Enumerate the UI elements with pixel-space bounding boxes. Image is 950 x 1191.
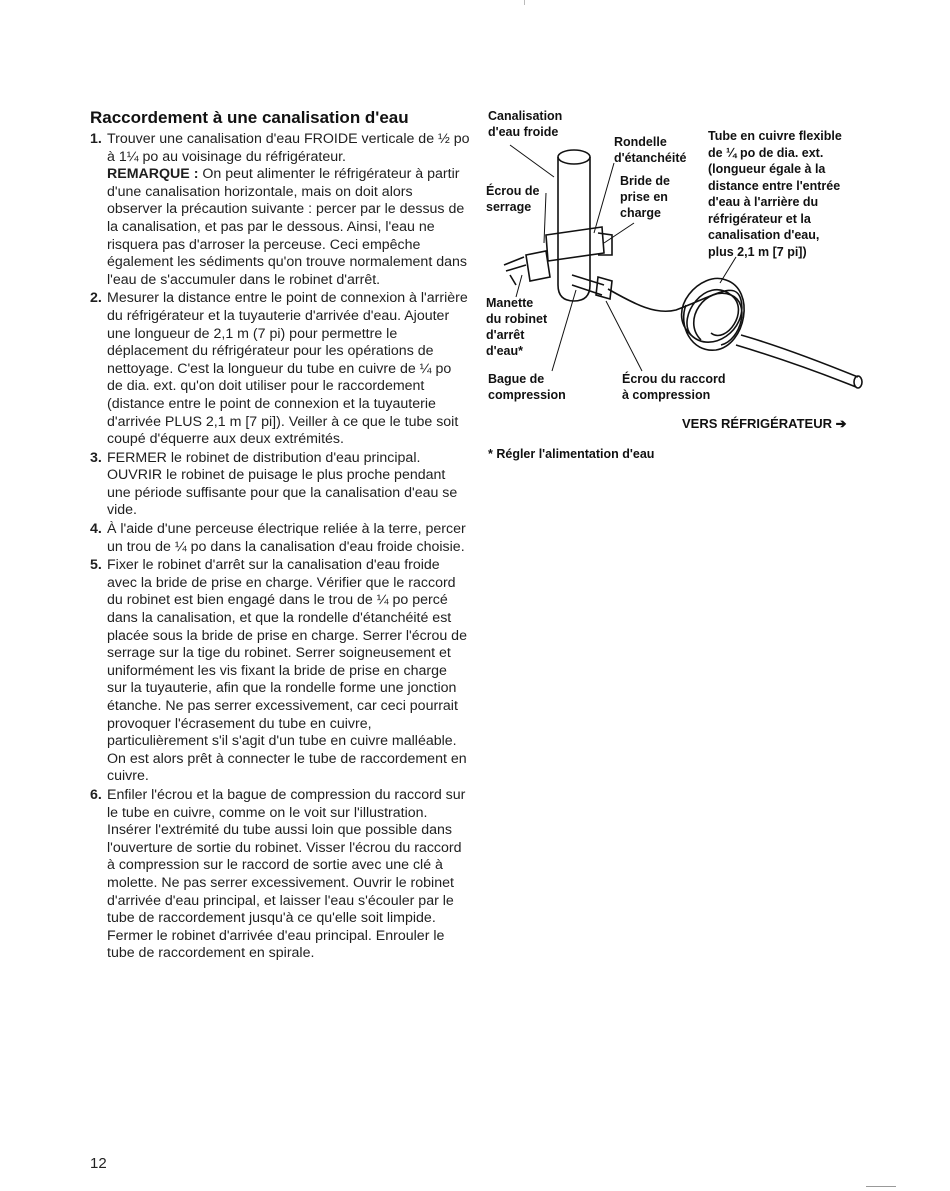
valve-handle (504, 257, 526, 285)
leader-ecrou-raccord (606, 301, 642, 371)
label-manette: Manette du robinet d'arrêt d'eau* (486, 296, 548, 358)
compression-nut (596, 277, 612, 299)
step-text: Mesurer la distance entre le point de connexion à l'arrière du réfrigérateur et la tuyauterie d'arrivée d'eau. Ajouter une longueur de 2,1 m (7 pi) pour permettre le déplacement du réfrigérateur pour les opérations de nettoyage. C'est la longueur du tube en cuivre de ¼ po de dia. ext. qu'on doit utiliser pour le raccordement (distance entre le point de connexion et la tuyauterie d'arrivée PLUS 2,1 m [7 pi]). Veiller à ce que le tube soit coupé d'équerre aux deux extrémités. (107, 290, 468, 448)
leader-bride (604, 223, 634, 243)
label-ecrou-serrage: Écrou de serrage (486, 184, 540, 214)
leader-tube (720, 257, 736, 283)
step-5 (90, 557, 470, 786)
copper-tube (608, 289, 742, 342)
step-text: Fixer le robinet d'arrêt sur la canalisation d'eau froide avec la bride de prise en charge. Vérifier que le raccord du robinet est bien engagé dans le trou de ¼ po percé dans la canalisation, et que la rondelle d'étanchéité est placée sous la bride de prise en charge. Serrer l'écrou de serrage sur la tige du robinet. Serrer soigneusement et uniformément les vis fixant la bride de prise en charge sur la tuyauterie, afin que la rondelle forme une jonction étanche. Ne pas serrer excessivement, car ceci pourrait provoquer l'écrasement du tube en cuivre, particulièrement s'il s'agit d'un tube en cuivre malléable. On est alors prêt à connecter le tube de raccordement en cuivre. (107, 557, 467, 785)
step-2 (90, 290, 470, 448)
figure-footnote: * Régler l'alimentation d'eau (488, 447, 655, 461)
label-bride: Bride de prise en charge (620, 174, 671, 220)
label-ecrou-raccord: Écrou du raccord à compression (622, 372, 726, 402)
step-text: Enfiler l'écrou et la bague de compression du raccord sur le tube en cuivre, comme on le voit sur l'illustration. Insérer l'extrémité du tube aussi loin que possible dans l'ouverture de sortie du robinet. Visser l'écrou du raccord à compression sur le raccord de sortie avec une clé à molette. Ne pas serrer excessivement. Ouvrir le robinet d'arrivée d'eau principal, et laisser l'eau s'écouler par le tube de raccordement jusqu'à ce qu'elle soit limpide. Fermer le robinet d'arrivée d'eau principal. Enrouler le tube de raccordement en spirale. (107, 786, 466, 962)
step-text: À l'aide d'une perceuse électrique reliée à la terre, percer un trou de ¼ po dans la canalisation d'eau froide choisie. (107, 521, 466, 555)
label-canalisation: Canalisation d'eau froide (488, 109, 563, 139)
step-1 (90, 131, 470, 289)
pipe-opening (558, 150, 590, 164)
step-3 (90, 450, 470, 520)
shutoff-valve-body (526, 251, 550, 281)
section-heading: Raccordement à une canalisation d'eau (90, 108, 409, 127)
scan-mark (524, 0, 525, 5)
step-number: 3. (90, 449, 102, 466)
leader-bague (552, 290, 576, 371)
step-text: Trouver une canalisation d'eau FROIDE verticale de ½ po à 1¼ po au voisinage du réfrigérateur. (107, 131, 470, 165)
leader-manette (516, 275, 522, 297)
step-number: 2. (90, 290, 102, 307)
step-number: 5. (90, 557, 102, 574)
tube-end (854, 376, 862, 388)
leader-canalisation (510, 145, 554, 177)
scan-mark (866, 1186, 896, 1187)
step-4 (90, 521, 470, 556)
step-number: 6. (90, 786, 102, 803)
page-number: 12 (90, 1155, 107, 1172)
step-6 (90, 787, 470, 963)
note-label: REMARQUE : (107, 166, 199, 183)
label-tube: Tube en cuivre flexible de ¼ po de dia. ext. (longueur égale à la distance entre l'entrée d'eau à l'arrière du réfrigérateur et la canalisation d'eau, plus 2,1 m [7 pi]) (708, 129, 842, 259)
step-text: FERMER le robinet de distribution d'eau principal. OUVRIR le robinet de puisage le plus proche pendant une période suffisante pour que la canalisation d'eau se vide. (107, 449, 458, 519)
note-text: On peut alimenter le réfrigérateur à partir d'une canalisation horizontale, mais on doit alors observer la précaution suivante : percer par le dessus de la canalisation, et pas par le dessous. Ainsi, l'eau ne risquera pas d'arroser la perceuse. Ceci empêche également les sédiments qu'on trouve normalement dans l'eau de s'accumuler dans le robinet d'arrêt. (107, 166, 467, 288)
step-number: 4. (90, 521, 102, 538)
label-rondelle: Rondelle d'étanchéité (614, 135, 687, 165)
direction-label: VERS RÉFRIGÉRATEUR ➔ (682, 416, 847, 431)
label-bague: Bague de compression (488, 372, 566, 402)
instruction-steps (90, 131, 470, 964)
connection-diagram (486, 105, 886, 465)
saddle-clamp (546, 227, 604, 261)
leader-rondelle (594, 163, 614, 233)
copper-coil (682, 278, 745, 350)
step-number: 1. (90, 131, 102, 147)
step-note (107, 166, 470, 289)
clamp-ear (598, 233, 612, 255)
tube-to-refrigerator (736, 335, 858, 387)
